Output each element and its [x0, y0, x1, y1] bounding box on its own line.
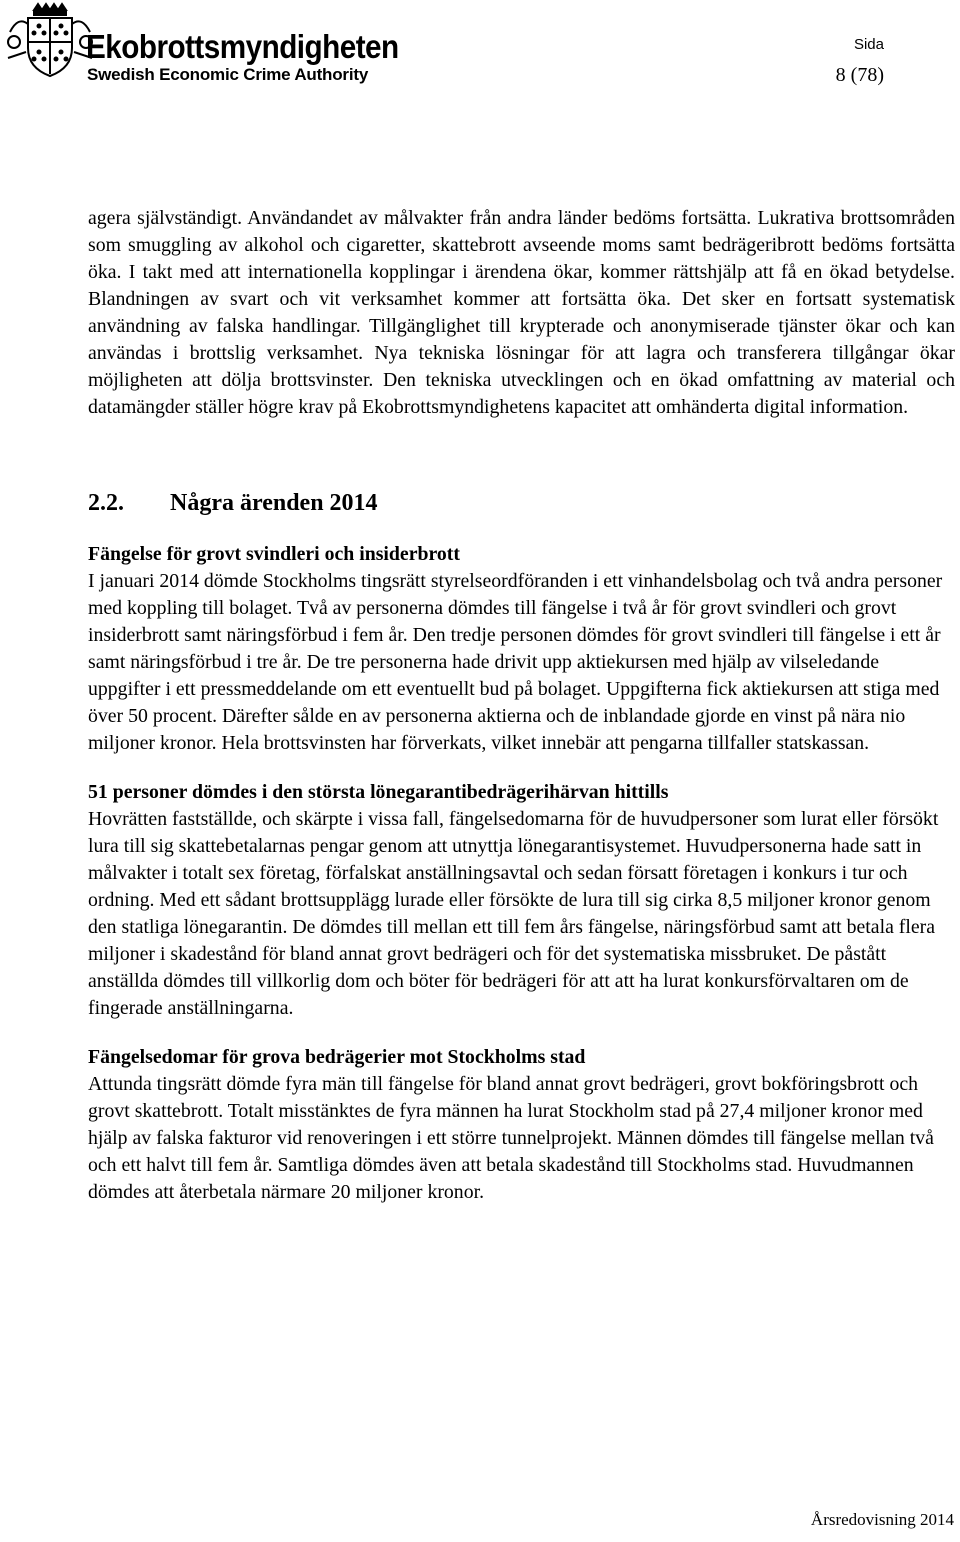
page-footer: Årsredovisning 2014 [810, 1510, 954, 1529]
case-title: Fängelsedomar för grova bedrägerier mot Stockholms stad [88, 1046, 586, 1068]
case-item [88, 779, 955, 1022]
case-item [88, 541, 955, 757]
document-body [88, 205, 955, 1206]
case-title: Fängelse för grovt svindleri och insiderbrott [88, 543, 460, 565]
case-title: 51 personer dömdes i den största lönegarantibedrägerihärvan hittills [88, 781, 669, 803]
page-number: 8 (78) [835, 64, 884, 86]
case-item [88, 1044, 955, 1206]
org-name-english: Swedish Economic Crime Authority [87, 65, 369, 84]
section-heading [88, 489, 955, 517]
page-label: Sida [853, 36, 884, 53]
intro-paragraph: agera självständigt. Användandet av målvakter från andra länder bedöms fortsätta. Lukrativa brottsområden som smuggling av alkohol och cigaretter, skattebrott avseende moms samt bedrägeribrott bedöms fortsätta öka. I takt med att internationella kopplingar i ärendena ökar, kommer rättshjälp att få en ökad betydelse. Blandningen av svart och vit verksamhet kommer att fortsätta öka. Det sker en fortsatt systematisk användning av falska handlingar. Tillgänglighet till krypterade och anonymiserade tjänster ökar och kan användas i brottslig verksamhet. Nya tekniska lösningar för att lagra och transferera tillgångar ökar möjligheten att dölja brottsvinster. Den tekniska utvecklingen och en ökad omfattning av material och datamängder ställer högre krav på Ekobrottsmyndighetens kapacitet att omhänderta digital information. [88, 207, 955, 418]
case-text: Hovrätten fastställde, och skärpte i vissa fall, fängelsedomarna för de huvudpersoner som lurat eller försökt lura till sig skattebetalarnas pengar genom att utnyttja lönegarantisystemet. Huvudpersonerna hade satt in målvakter i totalt sex företag, förfalskat anställningsavtal och sedan försatt företagen i konkurs i tur och ordning. Med ett sådant brottsupplägg lurade eller försökte de lura till sig cirka 8,5 miljoner kronor genom den statliga lönegarantin. De dömdes till mellan ett till fem års fängelse, näringsförbud samt att betala flera miljoner i skadestånd för bland annat grovt bedrägeri och för det systematiska missbruket. De påstått anställda dömdes till villkorlig dom och böter för bedrägeri för att att ha lurat konkursförvaltaren om de fingerade anställningarna. [88, 808, 939, 1019]
page-header [0, 0, 960, 100]
coat-of-arms-logo [4, 2, 96, 80]
case-text: I januari 2014 dömde Stockholms tingsrätt styrelseordföranden i ett vinhandelsbolag och två andra personer med koppling till bolaget. Två av personerna dömdes till fängelse i två år för grovt svindleri och grovt insiderbrott samt näringsförbud i fem år. Den tredje personen dömdes för grovt svindleri till fängelse i ett år samt näringsförbud i tre år. De tre personerna hade drivit upp aktiekursen med hjälp av vilseledande uppgifter i ett pressmeddelande om ett eventuellt bud på bolaget. Uppgifterna fick aktiekursen att stiga med över 50 procent. Därefter sålde en av personerna aktierna och de inblandade gjorde en vinst på nära nio miljoner kronor. Hela brottsvinsten har förverkats, vilket innebär att pengarna tillfaller statskassan. [88, 570, 943, 754]
section-number: 2.2. [88, 490, 124, 516]
section-title: Några ärenden 2014 [170, 490, 378, 516]
case-text: Attunda tingsrätt dömde fyra män till fängelse för bland annat grovt bedrägeri, grovt bokföringsbrott och grovt skattebrott. Totalt misstänktes de fyra männen ha lurat Stockholm stad på 27,4 miljoner kronor med hjälp av falska fakturor vid renoveringen i ett större tunnelprojekt. Männen dömdes till fängelse mellan två och ett halvt till fem år. Samtliga dömdes även att betala skadestånd till Stockholms stad. Huvudmannen dömdes att återbetala närmare 20 miljoner kronor. [88, 1073, 934, 1203]
org-name: Ekobrottsmyndigheten [86, 28, 399, 65]
